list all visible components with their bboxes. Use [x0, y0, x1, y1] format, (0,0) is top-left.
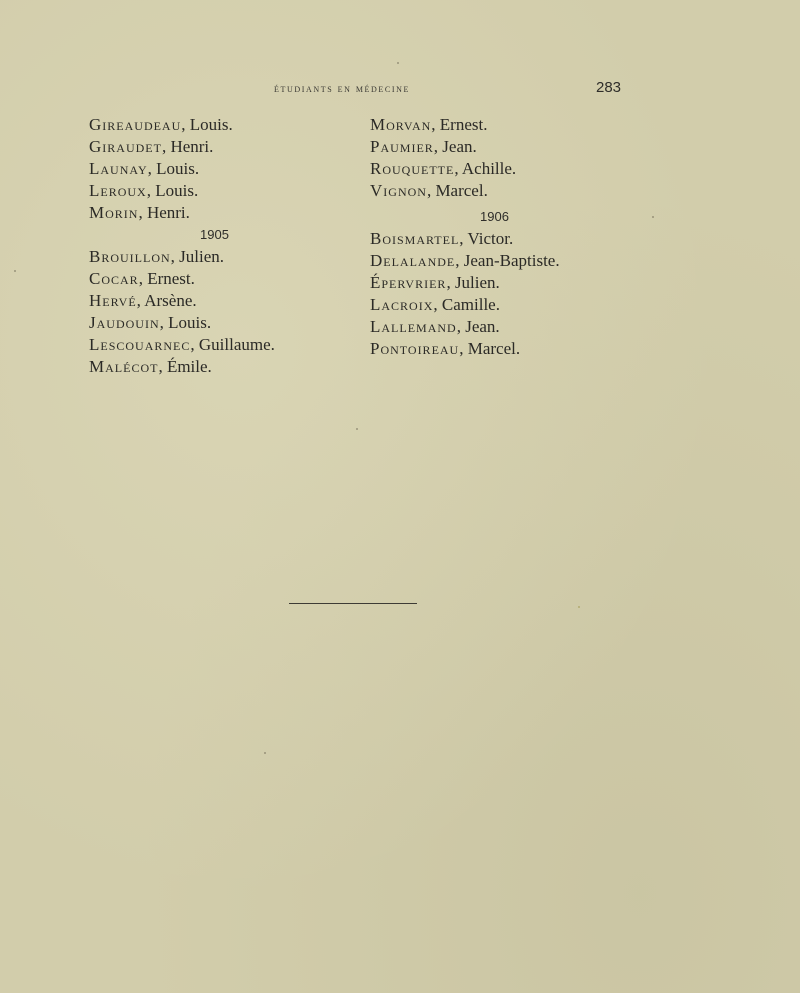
student-entry: Pontoireau, Marcel. [370, 339, 521, 358]
student-entry: Brouillon, Julien. [89, 247, 225, 266]
year-heading-1905: 1905 [200, 227, 229, 242]
paper-speck [578, 606, 580, 608]
student-entry: Boismartel, Victor. [370, 229, 514, 248]
student-entry: Delalande, Jean-Baptiste. [370, 251, 560, 270]
student-entry: Paumier, Jean. [370, 137, 477, 156]
student-entry: Lacroix, Camille. [370, 295, 500, 314]
student-entry: Morvan, Ernest. [370, 115, 488, 134]
student-entry: Lallemand, Jean. [370, 317, 500, 336]
student-entry: Lescouarnec, Guillaume. [89, 335, 275, 354]
paper-speck [264, 752, 266, 754]
student-entry: Leroux, Louis. [89, 181, 199, 200]
paper-speck [652, 216, 654, 218]
student-entry: Giraudet, Henri. [89, 137, 214, 156]
student-entry: Vignon, Marcel. [370, 181, 488, 200]
paper-speck [397, 62, 399, 64]
student-entry: Épervrier, Julien. [370, 273, 500, 292]
year-heading-1906: 1906 [480, 209, 509, 224]
paper-speck [356, 428, 358, 430]
student-entry: Cocar, Ernest. [89, 269, 195, 288]
student-entry: Rouquette, Achille. [370, 159, 517, 178]
end-rule [289, 603, 417, 604]
student-entry: Launay, Louis. [89, 159, 200, 178]
student-entry: Jaudouin, Louis. [89, 313, 212, 332]
student-entry: Hervé, Arsène. [89, 291, 197, 310]
page-header [0, 79, 800, 102]
right-column [370, 114, 670, 360]
page-number: 283 [596, 79, 622, 96]
student-entry: Gireaudeau, Louis. [89, 115, 233, 134]
left-column [89, 114, 389, 378]
running-head: étudiants en médecine [274, 83, 410, 95]
student-entry: Morin, Henri. [89, 203, 190, 222]
student-entry: Malécot, Émile. [89, 357, 212, 376]
paper-speck [14, 270, 16, 272]
